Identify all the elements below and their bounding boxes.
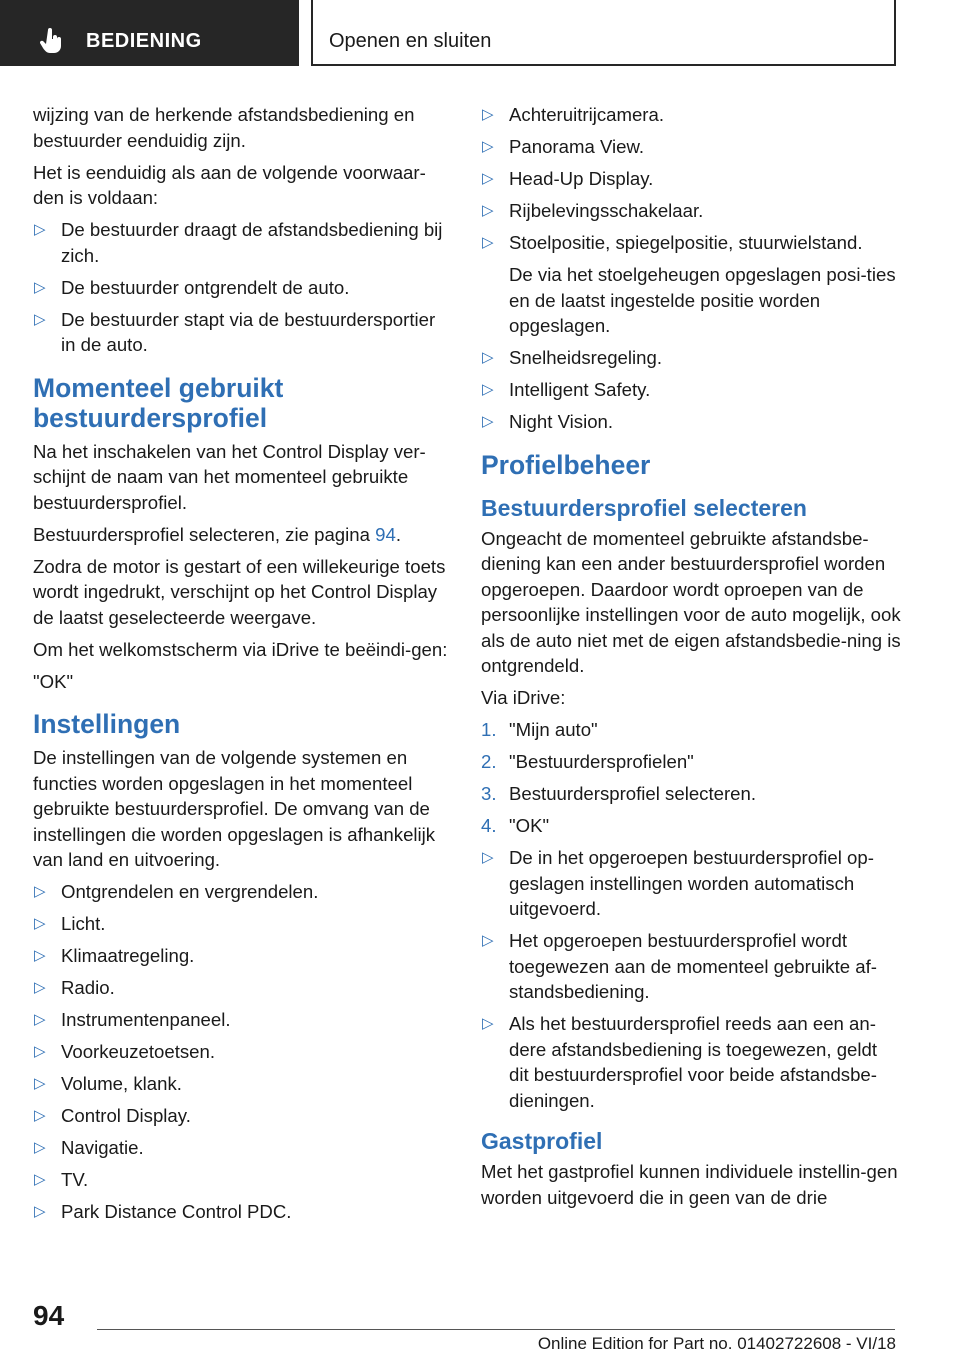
list-item-text: Control Display. — [61, 1105, 191, 1126]
bullet-triangle-icon: ▷ — [34, 278, 46, 296]
left-column — [33, 102, 453, 1231]
list-item — [481, 345, 901, 371]
list-item-text: Intelligent Safety. — [509, 379, 651, 400]
list-item-text: Licht. — [61, 913, 106, 934]
bullet-triangle-icon: ▷ — [34, 883, 46, 900]
right-column — [481, 102, 901, 1217]
bullet-triangle-icon: ▷ — [34, 947, 46, 964]
bullet-triangle-icon: ▷ — [34, 1043, 46, 1060]
list-item — [33, 275, 453, 301]
list-item — [481, 230, 901, 256]
list-item-text: Ontgrendelen en vergrendelen. — [61, 881, 319, 902]
section-tab — [0, 0, 299, 66]
list-item — [481, 377, 901, 403]
step-number: 2. — [481, 751, 497, 772]
indented-note: De via het stoelgeheugen opgeslagen posi-ties en de laatst ingestelde positie worden opgeslagen. — [509, 264, 896, 336]
list-item — [481, 198, 901, 224]
list-item-text: De bestuurder stapt via de bestuurdersportier in de auto. — [61, 308, 436, 355]
list-item — [33, 943, 453, 969]
paragraph: Om het welkomstscherm via iDrive te beëindi-gen: — [33, 638, 448, 660]
list-item-text: Als het bestuurdersprofiel reeds aan een an-dere afstandsbediening is toegewezen, geldt dit bestuurdersprofiel voor beide afstandsbe-dieningen. — [509, 1013, 878, 1111]
bullet-triangle-icon: ▷ — [482, 1015, 494, 1032]
bullet-triangle-icon: ▷ — [482, 138, 494, 155]
bullet-triangle-icon: ▷ — [34, 221, 46, 238]
bullet-triangle-icon: ▷ — [34, 979, 46, 996]
list-item — [33, 307, 453, 358]
paragraph: Het is eenduidig als aan de volgende voorwaar-den is voldaan: — [33, 161, 426, 208]
list-item-text: Klimaatregeling. — [61, 945, 195, 966]
step-number: 3. — [481, 783, 497, 804]
step-text: "Mijn auto" — [509, 719, 598, 740]
list-item-text: Rijbelevingsschakelaar. — [509, 200, 704, 221]
bullet-triangle-icon: ▷ — [482, 381, 494, 398]
bullet-triangle-icon: ▷ — [34, 1075, 46, 1092]
step-number: 4. — [481, 815, 497, 836]
text: Bestuurdersprofiel selecteren, zie pagina — [33, 523, 376, 545]
list-item — [33, 911, 453, 937]
list-item-text: De bestuurder draagt de afstandsbediening bij zich. — [61, 219, 443, 266]
list-item-text: Park Distance Control PDC. — [61, 1201, 292, 1222]
step-text: "OK" — [509, 815, 550, 836]
heading-select-profile: Bestuurdersprofiel selecteren — [481, 494, 807, 521]
list-item-text: Volume, klank. — [61, 1073, 182, 1094]
bullet-triangle-icon: ▷ — [482, 202, 494, 219]
paragraph: Zodra de motor is gestart of een willekeurige toets wordt ingedrukt, verschijnt op het Control Display de laatst geselecteerde weergave. — [33, 555, 446, 628]
paragraph: wijzing van de herkende afstandsbediening en bestuurder eenduidig zijn. — [33, 104, 415, 151]
footer-rule — [97, 1329, 895, 1330]
list-item — [33, 1039, 453, 1065]
bullet-triangle-icon: ▷ — [34, 1203, 46, 1220]
list-item — [33, 1103, 453, 1129]
list-item — [481, 845, 901, 922]
list-item-text: Head-Up Display. — [509, 168, 654, 189]
list-item-text: Snelheidsregeling. — [509, 347, 662, 368]
heading-current-profile: Momenteel gebruikt bestuurdersprofiel — [33, 372, 284, 433]
list-item — [33, 1167, 453, 1193]
text: . — [395, 523, 401, 545]
bullet-triangle-icon: ▷ — [482, 349, 494, 366]
bullet-triangle-icon: ▷ — [34, 1171, 46, 1188]
topic-title: Openen en sluiten — [329, 30, 492, 52]
list-item — [481, 134, 901, 160]
numbered-step — [481, 717, 901, 743]
list-item-text: De in het opgeroepen bestuurdersprofiel op-geslagen instellingen worden automatisch uitgevoerd. — [509, 847, 874, 919]
bullet-triangle-icon: ▷ — [482, 413, 494, 430]
list-item-text: Radio. — [61, 977, 115, 998]
bullet-triangle-icon: ▷ — [482, 849, 494, 866]
step-text: Bestuurdersprofiel selecteren. — [509, 783, 757, 804]
paragraph: Ongeacht de momenteel gebruikte afstandsbe-diening kan een ander bestuurdersprofiel worden opgeroepen. Daardoor wordt oproepen van de persoonlijke instellingen voor de auto mogelijk, ook als de auto niet met de eigen afstandsbedie-ning is ontgrendeld. — [481, 527, 901, 676]
list-item — [33, 1071, 453, 1097]
list-item — [481, 1011, 901, 1113]
step-text: "Bestuurdersprofielen" — [509, 751, 694, 772]
section-title: BEDIENING — [86, 30, 202, 52]
list-item-text: Achteruitrijcamera. — [509, 104, 664, 125]
page-header — [0, 0, 960, 66]
list-item-text: Instrumentenpaneel. — [61, 1009, 231, 1030]
list-item-text: Het opgeroepen bestuurdersprofiel wordt toegewezen aan de momenteel gebruikte af-standsbediening. — [509, 930, 877, 1002]
bullet-triangle-icon: ▷ — [482, 234, 494, 251]
list-item — [33, 217, 453, 268]
topic-box — [311, 0, 896, 66]
list-item — [481, 409, 901, 435]
heading-settings: Instellingen — [33, 709, 181, 739]
bullet-triangle-icon: ▷ — [482, 170, 494, 187]
list-item — [481, 102, 901, 128]
bullet-triangle-icon: ▷ — [34, 915, 46, 932]
list-item — [33, 1199, 453, 1225]
list-item-text: Voorkeuzetoetsen. — [61, 1041, 216, 1062]
page-number: 94 — [33, 1300, 65, 1331]
bullet-triangle-icon: ▷ — [482, 932, 494, 949]
list-item — [33, 1007, 453, 1033]
list-item — [481, 166, 901, 192]
list-item-text: De bestuurder ontgrendelt de auto. — [61, 276, 350, 298]
hand-pointer-icon — [40, 28, 64, 54]
list-item — [33, 975, 453, 1001]
step-number: 1. — [481, 719, 497, 740]
list-item — [33, 879, 453, 905]
list-item-text: TV. — [61, 1169, 89, 1190]
numbered-step — [481, 749, 901, 775]
list-item — [481, 928, 901, 1005]
paragraph: Met het gastprofiel kunnen individuele instellin-gen worden uitgevoerd die in geen van de drie — [481, 1161, 898, 1208]
paragraph: De instellingen van de volgende systemen en functies worden opgeslagen in het momenteel gebruikte bestuurdersprofiel. De omvang van de instellingen die worden opgeslagen is afhankelijk van land en uitvoering. — [33, 747, 436, 870]
heading-guest-profile: Gastprofiel — [481, 1128, 603, 1154]
list-item — [33, 1135, 453, 1161]
numbered-step — [481, 813, 901, 839]
list-item-text: Stoelpositie, spiegelpositie, stuurwielstand. — [509, 232, 863, 253]
paragraph: Na het inschakelen van het Control Display ver-schijnt de naam van het momenteel gebruikte bestuurdersprofiel. — [33, 440, 426, 513]
bullet-triangle-icon: ▷ — [482, 106, 494, 123]
paragraph: "OK" — [33, 670, 74, 692]
bullet-triangle-icon: ▷ — [34, 310, 46, 328]
bullet-triangle-icon: ▷ — [34, 1107, 46, 1124]
footer-edition: Online Edition for Part no. 01402722608 - VI/18 — [537, 1334, 896, 1353]
numbered-step — [481, 781, 901, 807]
list-item-text: Navigatie. — [61, 1137, 144, 1158]
bullet-triangle-icon: ▷ — [34, 1139, 46, 1156]
list-item-text: Panorama View. — [509, 136, 645, 157]
paragraph — [33, 522, 453, 548]
list-item-text: Night Vision. — [509, 411, 614, 432]
page-link[interactable]: 94 — [375, 523, 396, 545]
heading-profile-management: Profielbeheer — [481, 449, 651, 480]
paragraph: Via iDrive: — [481, 687, 566, 708]
bullet-triangle-icon: ▷ — [34, 1011, 46, 1028]
